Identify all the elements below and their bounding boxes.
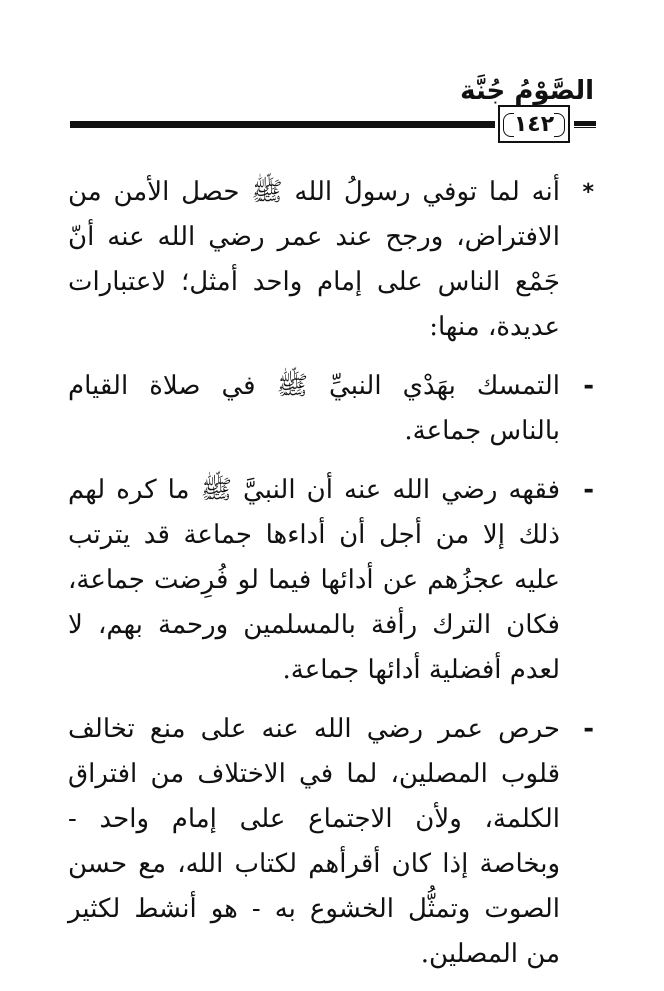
running-title: الصَّوْمُ جُنَّة <box>460 76 594 106</box>
list-item <box>68 707 594 977</box>
page-number-frame <box>498 105 570 143</box>
intro-text: أنه لما توفي رسولُ الله ﷺ حصل الأمن من الافتراض، ورجح عند عمر رضي الله عنه أنّ جَمْع الناس على إمام واحد أمثل؛ لاعتبارات عديدة، منها: <box>68 177 560 342</box>
list-item-text: التمسك بهَدْي النبيِّ ﷺ في صلاة القيام بالناس جماعة. <box>68 371 560 446</box>
dash-bullet-icon: - <box>583 475 594 505</box>
header-rule-short <box>574 121 596 126</box>
list-item <box>68 468 594 693</box>
list-item <box>68 364 594 454</box>
header-rule-thin <box>70 127 495 128</box>
intro-paragraph <box>68 170 594 350</box>
page-number: ١٤٢ <box>513 111 555 137</box>
body-text <box>68 170 594 991</box>
dash-bullet-icon: - <box>583 714 594 744</box>
list-item-text: فقهه رضي الله عنه أن النبيَّ ﷺ ما كره لهم ذلك إلا من أجل أن أداءها جماعة قد يترتب عليه عجزُهم عن أدائها فيما لو فُرِضت جماعة، فكان الترك رأفة بالمسلمين ورحمة بهم، لا لعدم أفضلية أدائها جماعة. <box>68 475 560 685</box>
dash-bullet-icon: - <box>583 371 594 401</box>
star-bullet-icon: * <box>582 180 594 205</box>
header-rule-short-thin <box>574 127 596 128</box>
list-item-text: حرص عمر رضي الله عنه على منع تخالف قلوب المصلين، لما في الاختلاف من افتراق الكلمة، ولأن الاجتماع على إمام واحد - وبخاصة إذا كان أقرأهم لكتاب الله، مع حسن الصوت وتمثُّل الخشوع به - هو أنشط لكثير من المصلين. <box>68 714 560 969</box>
